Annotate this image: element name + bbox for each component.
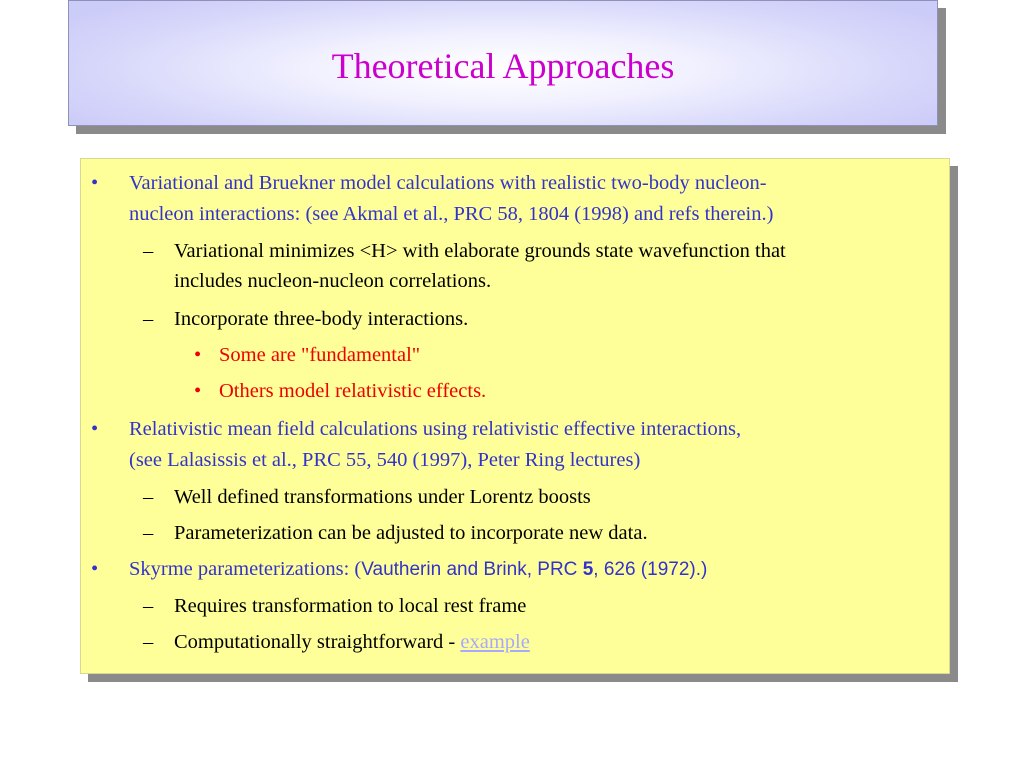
bullet-marker-1: • bbox=[91, 172, 99, 194]
sub-2-1-text: Well defined transformations under Lorentz boosts bbox=[174, 486, 591, 508]
sub-marker-1-2: – bbox=[143, 308, 154, 330]
sub-3-2-line bbox=[174, 630, 530, 654]
sub-marker-3-1: – bbox=[143, 595, 154, 617]
bullet-3-ref-start: Vautherin and Brink, PRC bbox=[361, 559, 583, 580]
bullet-1-line-1: Variational and Bruekner model calculations with realistic two-body nucleon- bbox=[129, 172, 767, 194]
bullet-marker-3: • bbox=[91, 558, 99, 580]
sub-1-1-line-1: Variational minimizes <H> with elaborate grounds state wavefunction that bbox=[174, 240, 786, 262]
slide-title: Theoretical Approaches bbox=[331, 46, 675, 86]
sub-marker-3-2: – bbox=[143, 631, 154, 653]
sub-1-1-line-2: includes nucleon-nucleon correlations. bbox=[174, 270, 492, 292]
sub-3-1-text: Requires transformation to local rest frame bbox=[174, 595, 527, 617]
sub-marker-2-1: – bbox=[143, 486, 154, 508]
subsub-marker-2: • bbox=[194, 380, 202, 402]
bullet-3-ref-volume: 5 bbox=[582, 559, 594, 580]
sub-1-2-text: Incorporate three-body interactions. bbox=[174, 308, 469, 330]
subsub-2-text: Others model relativistic effects. bbox=[219, 380, 487, 402]
sub-3-2-text: Computationally straightforward - bbox=[174, 631, 461, 653]
bullet-marker-2: • bbox=[91, 418, 99, 440]
content-box bbox=[80, 158, 950, 674]
sub-marker-1-1: – bbox=[143, 240, 154, 262]
bullet-3-prefix: Skyrme parameterizations: ( bbox=[129, 558, 362, 580]
bullet-2-line-1: Relativistic mean field calculations using relativistic effective interactions, bbox=[129, 418, 742, 440]
example-link[interactable]: example bbox=[460, 631, 530, 653]
bullet-3-line bbox=[129, 557, 707, 582]
bullet-3-ref-end: , 626 (1972).) bbox=[593, 559, 708, 580]
title-box bbox=[68, 0, 938, 126]
subsub-marker-1: • bbox=[194, 344, 202, 366]
subsub-1-text: Some are "fundamental" bbox=[219, 344, 421, 366]
sub-marker-2-2: – bbox=[143, 522, 154, 544]
sub-2-2-text: Parameterization can be adjusted to incorporate new data. bbox=[174, 522, 648, 544]
bullet-1-line-2: nucleon interactions: (see Akmal et al., PRC 58, 1804 (1998) and refs therein.) bbox=[129, 203, 774, 225]
bullet-2-line-2: (see Lalasissis et al., PRC 55, 540 (1997), Peter Ring lectures) bbox=[129, 449, 641, 471]
